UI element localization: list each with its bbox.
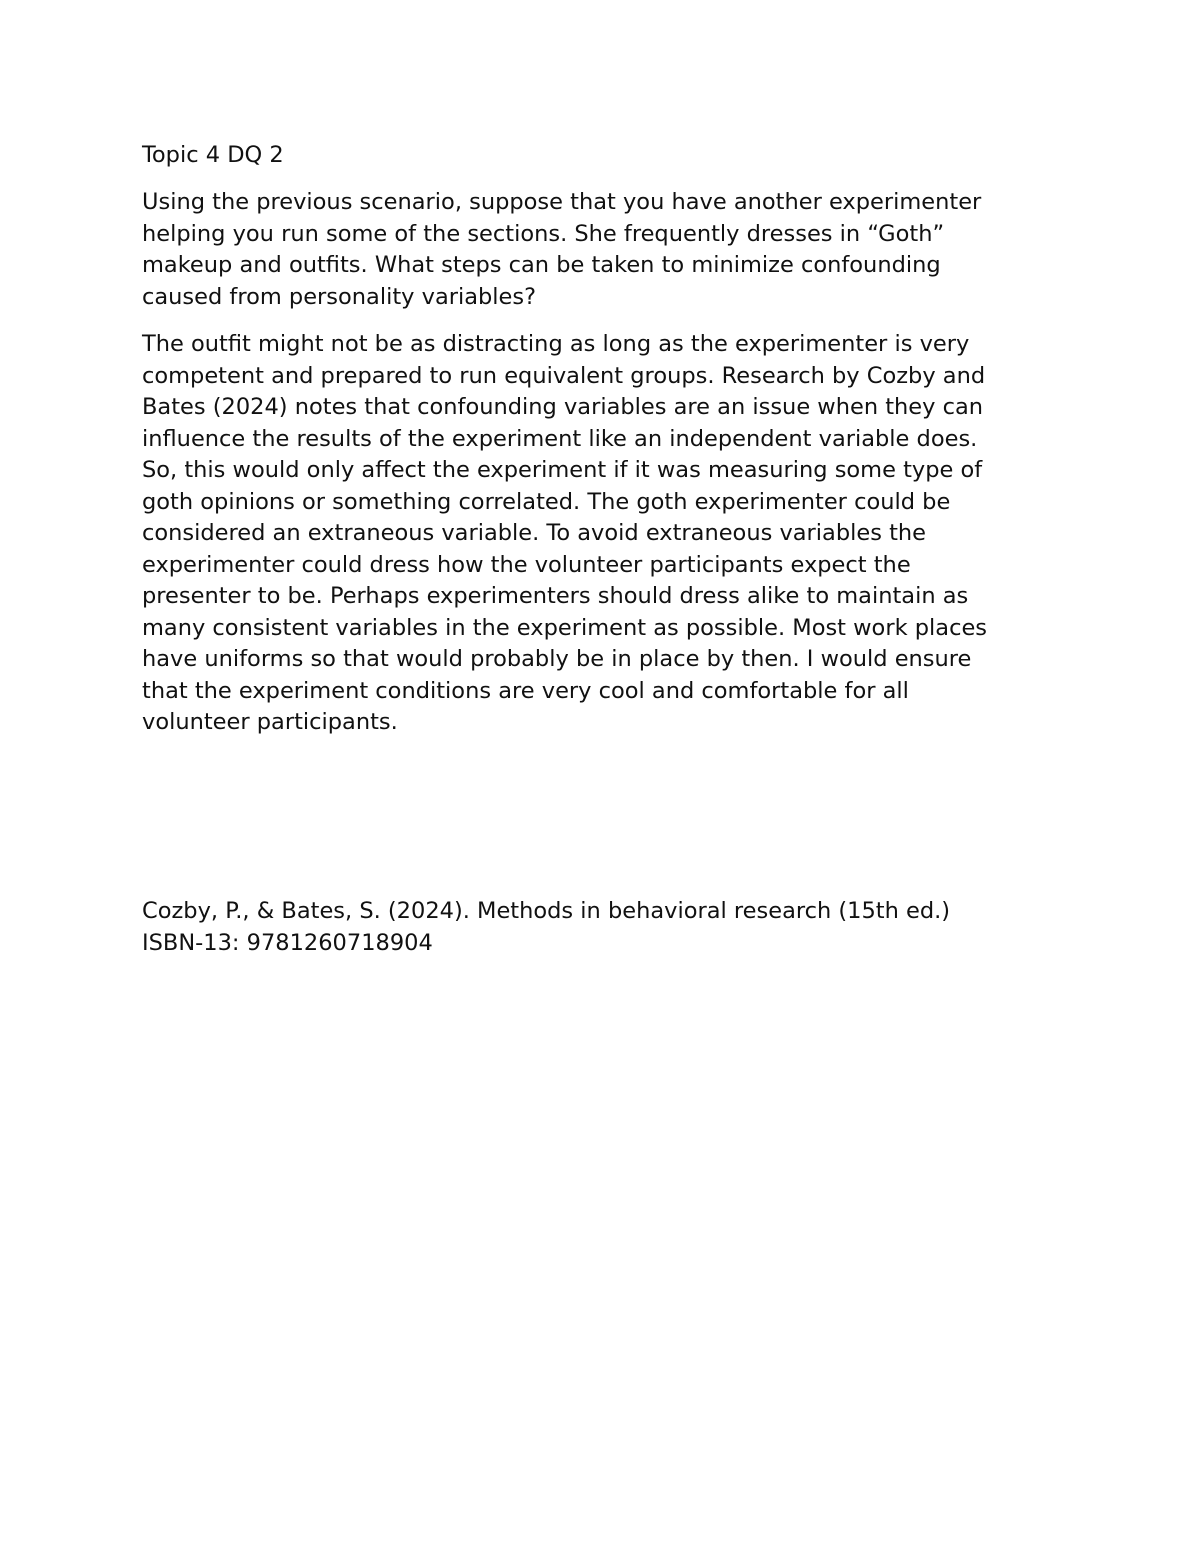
answer-line: Bates (2024) notes that confounding variables are an issue when they can	[142, 394, 984, 420]
answer-line: The outfit might not be as distracting as long as the experimenter is very	[142, 331, 970, 357]
question-line: makeup and outfits. What steps can be taken to minimize confounding	[142, 252, 941, 278]
answer-line: competent and prepared to run equivalent groups. Research by Cozby and	[142, 362, 986, 389]
answer-line: goth opinions or something correlated. The goth experimenter could be	[142, 488, 951, 515]
answer-line: volunteer participants.	[142, 709, 398, 735]
answer-line: influence the results of the experiment like an independent variable does.	[142, 425, 978, 452]
reference-citation: Cozby, P., & Bates, S. (2024). Methods in behavioral research (15th ed.)	[142, 898, 951, 924]
answer-line: considered an extraneous variable. To avoid extraneous variables the	[142, 520, 927, 546]
answer-line: have uniforms so that would probably be in place by then. I would ensure	[142, 646, 972, 672]
document-title	[142, 140, 1042, 172]
title-text: Topic 4 DQ 2	[142, 142, 284, 168]
answer-line: experimenter could dress how the volunteer participants expect the	[142, 551, 911, 578]
reference-paragraph	[142, 896, 1042, 959]
answer-line: presenter to be. Perhaps experimenters should dress alike to maintain as	[142, 583, 969, 609]
answer-line: that the experiment conditions are very cool and comfortable for all	[142, 677, 909, 704]
reference-isbn: ISBN-13: 9781260718904	[142, 929, 433, 956]
answer-line: many consistent variables in the experiment as possible. Most work places	[142, 614, 988, 641]
question-line: helping you run some of the sections. She frequently dresses in “Goth”	[142, 220, 945, 247]
answer-paragraph	[142, 329, 1042, 739]
answer-line: So, this would only affect the experiment if it was measuring some type of	[142, 457, 983, 483]
question-line: caused from personality variables?	[142, 283, 537, 310]
question-paragraph	[142, 187, 1042, 313]
question-line: Using the previous scenario, suppose that you have another experimenter	[142, 189, 982, 215]
